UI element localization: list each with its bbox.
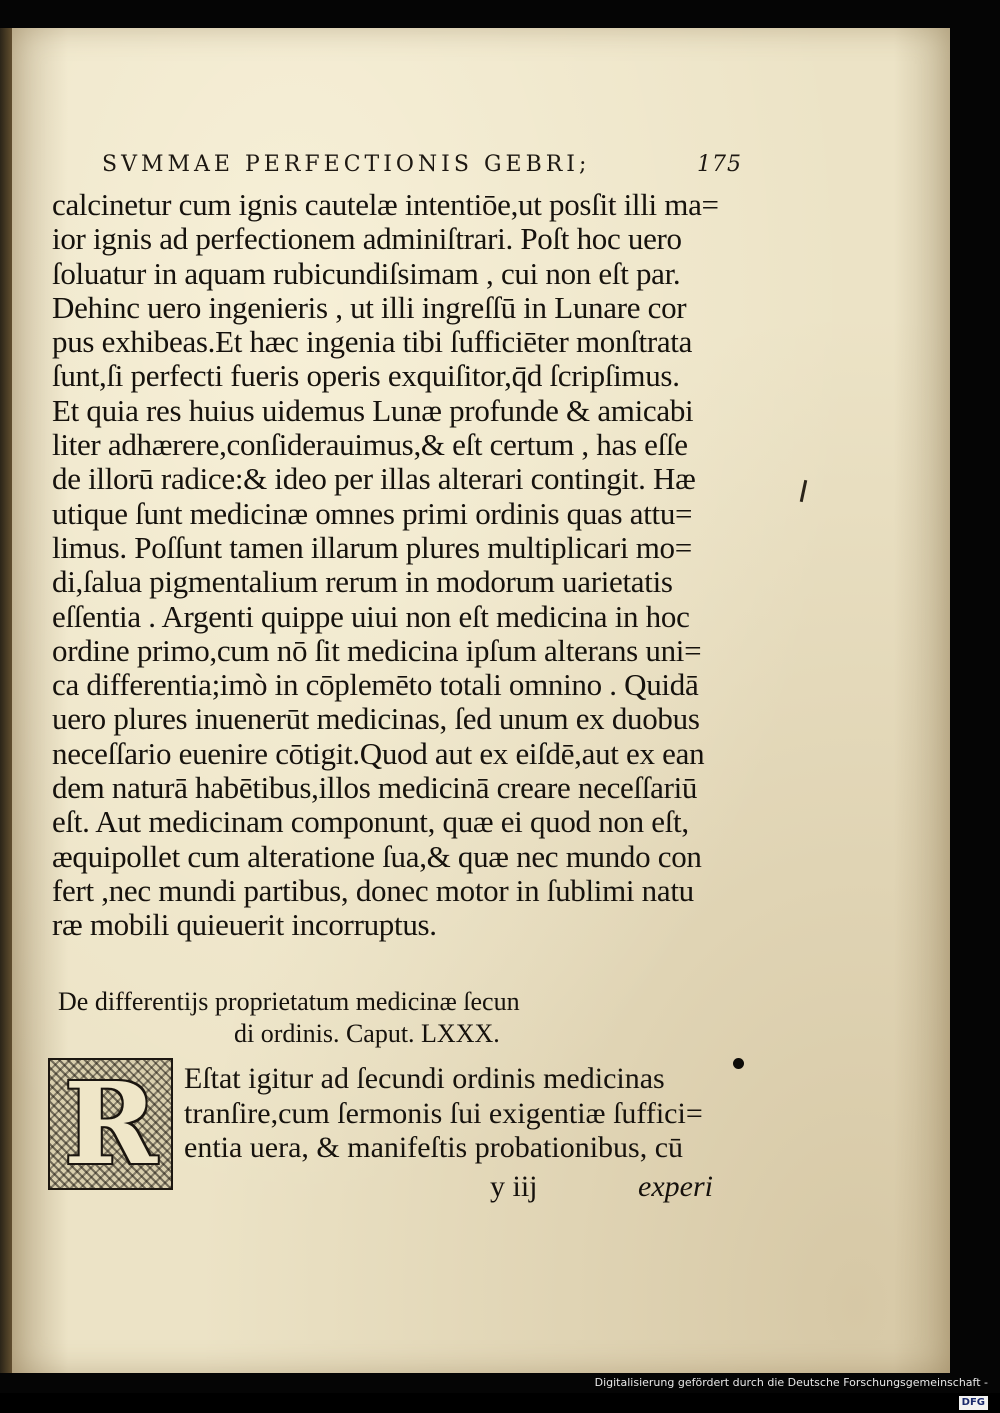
text-line: di,ſalua pigmentalium rerum in modorum uarietatis: [52, 564, 673, 600]
book-page: [12, 28, 950, 1373]
text-line: ſunt,ſi perfecti fueris operis exquiſitor,q̄d ſcripſimus.: [52, 358, 680, 394]
text-line: ior ignis ad perfectionem adminiſtrari. Poſt hoc uero: [52, 221, 682, 257]
chapter-heading-line-2: di ordinis. Caput. LXXX.: [234, 1019, 500, 1048]
initial-letter: R: [63, 1058, 158, 1190]
running-title: SVMMAE PERFECTIONIS GEBRI;: [102, 152, 591, 177]
chapter-heading-line-1: De differentijs proprietatum medicinæ ſecun: [58, 987, 520, 1016]
text-line: Et quia res huius uidemus Lunæ profunde & amicabi: [52, 392, 694, 428]
page-header: [102, 152, 742, 186]
text-line: ordine primo,cum nō ſit medicina ipſum alterans uni=: [52, 632, 702, 668]
text-line: neceſſario euenire cōtigit.Quod aut ex eiſdē,aut ex ean: [52, 735, 705, 771]
text-line: uero plures inuenerūt medicinas, ſed unum ex duobus: [52, 701, 700, 737]
text-line: utique ſunt medicinæ omnes primi ordinis quas attu=: [52, 495, 693, 531]
credit-text: Digitalisierung gefördert durch die Deutsche Forschungsgemeinschaft -: [594, 1376, 988, 1389]
text-line: calcinetur cum ignis cautelæ intentiōe,ut posſit illi ma=: [52, 187, 719, 222]
text-line: de illorū radice:& ideo per illas alterari contingit. Hæ: [52, 461, 696, 497]
dfg-logo: DFG: [959, 1396, 988, 1410]
text-line: limus. Poſſunt tamen illarum plures multiplicari mo=: [52, 529, 692, 565]
chapter-paragraph: [184, 1062, 744, 1166]
digitization-credit: [588, 1373, 988, 1408]
page-number: 175: [697, 152, 742, 177]
text-line: eſſentia . Argenti quippe uiui non eſt medicina in hoc: [52, 598, 690, 634]
text-line: ræ mobili quieuerit incorruptus.: [52, 907, 437, 943]
text-line: fert ,nec mundi partibus, donec motor in ſublimi natu: [52, 872, 694, 908]
text-line: tranſire,cum ſermonis ſui exigentiæ ſuffici=: [184, 1096, 703, 1130]
text-line: Dehinc uero ingenieris , ut illi ingreſſū in Lunare cor: [52, 289, 687, 325]
main-paragraph: [52, 188, 732, 943]
chapter-heading: [58, 986, 738, 1050]
text-line: Eſtat igitur ad ſecundi ordinis medicinas: [184, 1062, 665, 1095]
text-line: pus exhibeas.Et hæc ingenia tibi ſufficiēter monſtrata: [52, 324, 693, 360]
text-line: dem naturā habētibus,illos medicinā creare neceſſariū: [52, 770, 698, 806]
text-line: entia uera, & manifeſtis probationibus, cū: [184, 1131, 684, 1164]
text-line: ſoluatur in aquam rubicundiſsimam , cui non eſt par.: [52, 255, 681, 291]
text-line: liter adhærere,conſiderauimus,& eſt certum , has eſſe: [52, 427, 688, 463]
signature-mark: y iij: [490, 1170, 538, 1203]
pen-mark: [800, 480, 808, 502]
text-line: æquipollet cum alteratione ſua,& quæ nec mundo con: [52, 838, 702, 874]
decorated-initial: [48, 1058, 173, 1190]
text-line: eſt. Aut medicinam componunt, quæ ei quod non eſt,: [52, 804, 689, 840]
catchword: experi: [638, 1170, 713, 1203]
text-line: ca differentia;imò in cōplemēto totali omnino . Quidā: [52, 667, 699, 703]
